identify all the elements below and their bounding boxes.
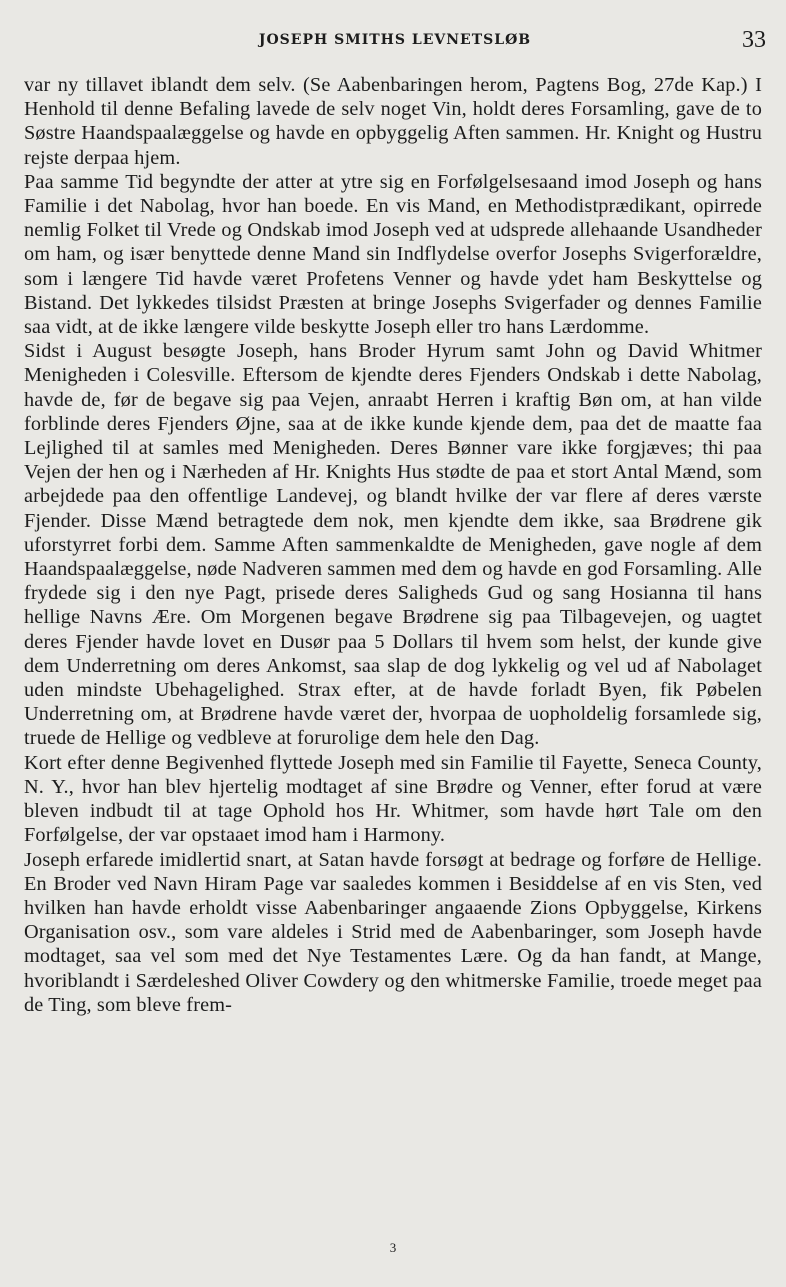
page-header: [24, 27, 766, 58]
paragraph: Paa samme Tid begyndte der atter at ytre sig en Forfølgelsesaand imod Joseph og hans Familie i det Nabolag, hvor han boede. En vis Mand, en Methodistprædikant, opirrede nemlig Folket til Vrede og Ondskab imod Joseph ved at udsprede allehaande Usandheder om ham, og især benyttede denne Mand sin Indflydelse overfor Josephs Svigerforældre, som i længere Tid havde været Profetens Venner og havde ydet ham Beskyttelse og Bistand. Det lykkedes tilsidst Præsten at bringe Josephs Svigerfader og dennes Familie saa vidt, at de ikke længere vilde beskytte Joseph eller tro hans Lærdomme.: [24, 170, 762, 339]
paragraph: Joseph erfarede imidlertid snart, at Satan havde forsøgt at bedrage og forføre de Hellige. En Broder ved Navn Hiram Page var saaledes kommen i Besiddelse af en vis Sten, ved hvilken han havde erholdt visse Aabenbaringer angaaende Zions Opbyggelse, Kirkens Organisation osv., som vare aldeles i Strid med de Aabenbaringer, som Joseph havde modtaget, saa vel som med det Nye Testamentes Lære. Og da han fandt, at Mange, hvoriblandt i Særdeleshed Oliver Cowdery og den whitmerske Familie, troede meget paa de Ting, som bleve frem-: [24, 848, 762, 1016]
paragraph: var ny tillavet iblandt dem selv. (Se Aabenbaringen herom, Pagtens Bog, 27de Kap.) I Henhold til denne Befaling lavede de selv noget Vin, holdt deres Forsamling, gave de to Søstre Haandspaalæggelse og havde en opbyggelig Aften sammen. Hr. Knight og Hustru rejste derpaa hjem.: [24, 74, 762, 169]
paragraph: Sidst i August besøgte Joseph, hans Broder Hyrum samt John og David Whitmer Menigheden i Colesville. Eftersom de kjendte deres Fjenders Ondskab i dette Nabolag, havde de, før de begave sig paa Vejen, anraabt Herren i kraftig Bøn om, at han vilde forblinde deres Fjenders Øjne, saa at de ikke kunde kjende dem, paa det de maatte faa Lejlighed til at samles med Menigheden. Deres Bønner vare ikke forgjæves; thi paa Vejen der hen og i Nærheden af Hr. Knights Hus stødte de paa et stort Antal Mænd, som arbejdede paa den offentlige Landevej, og blandt hvilke der var flere af deres værste Fjender. Disse Mænd betragtede dem nok, men kjendte dem ikke, saa Brødrene gik uforstyrret forbi dem. Samme Aften sammenkaldte de Menigheden, gave nogle af dem Haandspaalæggelse, nøde Nadveren sammen med dem og havde en god Forsamling. Alle frydede sig i den nye Pagt, prisede deres Saligheds Gud og sang Hosianna til hans hellige Navns Ære. Om Morgenen begave Brødrene sig paa Tilbagevejen, og uagtet deres Fjender havde lovet en Dusør paa 5 Dollars til hvem som helst, der kunde give dem Underretning om deres Ankomst, saa slap de dog lykkelig og vel ud af Nabolaget uden mindste Ubehagelighed. Strax efter, at de havde forladt Byen, fik Pøbelen Underretning om, at Brødrene havde været der, hvorpaa de uopholdelig forsamlede sig, truede de Hellige og vedbleve at forurolige dem hele den Dag.: [24, 340, 762, 750]
page-number: 33: [742, 27, 766, 53]
paragraph: Kort efter denne Begivenhed flyttede Joseph med sin Familie til Fayette, Seneca County, N. Y., hvor han blev hjertelig modtaget af sine Brødre og Venner, efter forud at være bleven indbudt til at tage Ophold hos Hr. Whitmer, som havde hørt Tale om den Forfølgelse, der var opstaaet imod ham i Harmony.: [24, 751, 762, 847]
running-head: JOSEPH SMITHS LEVNETSLØB: [258, 32, 532, 48]
body-text: [24, 73, 762, 1017]
signature-mark: 3: [389, 1240, 397, 1255]
